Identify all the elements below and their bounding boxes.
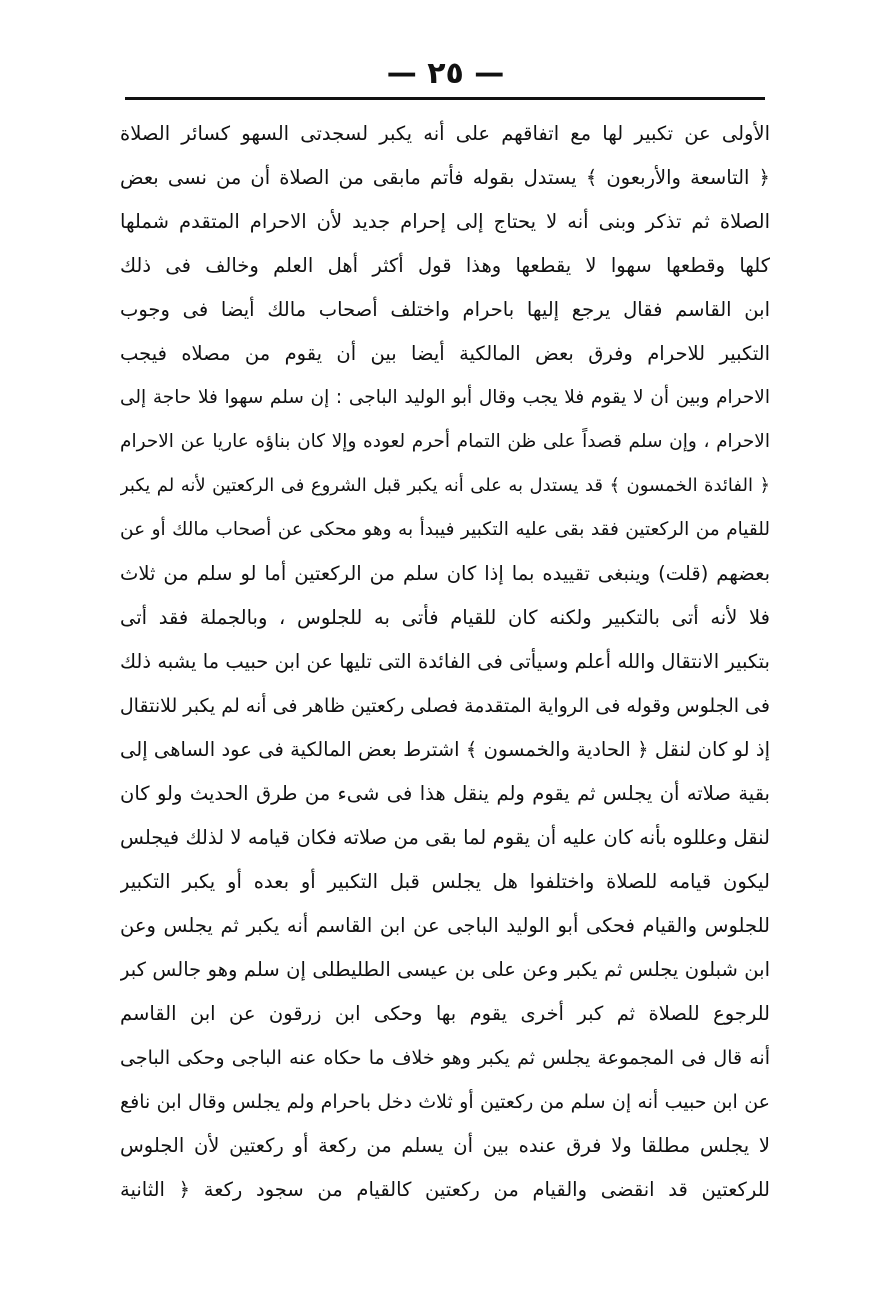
page-number: — ٢٥ — <box>386 56 505 91</box>
body-text <box>120 112 770 1212</box>
text-line: الاحرام ، وإن سلم قصداً على ظن التمام أحرم لعوده وإلا كان بناؤه عاريا عن الاحرام <box>120 431 770 452</box>
text-line: الاحرام وبين أن لا يقوم فلا يجب وقال أبو الوليد الباجى : إن سلم سهوا فلا حاجة إلى <box>120 387 770 408</box>
text-line: بقية صلاته أن يجلس ثم يقوم ولم ينقل هذا فى شىء من طرق الحديث ولو كان <box>120 782 770 805</box>
text-line: التكبير للاحرام وفرق بعض المالكية أيضا بين أن يقوم من مصلاه فيجب <box>120 342 770 365</box>
text-line: للركعتين قد انقضى والقيام من ركعتين كالقيام من سجود ركعة ﴿ الثانية <box>120 1178 770 1201</box>
text-line: عن ابن حبيب أنه إن سلم من ركعتين أو ثلاث دخل باحرام ولم يجلس وقال ابن نافع <box>120 1091 770 1113</box>
text-line: كلها وقطعها سهوا لا يقطعها وهذا قول أكثر أهل العلم وخالف فى ذلك <box>120 254 770 277</box>
text-line: ﴿ التاسعة والأربعون ﴾ يستدل بقوله فأتم مابقى من الصلاة أن من نسى بعض <box>120 166 770 189</box>
text-line: فى الجلوس وقوله فى الرواية المتقدمة فصلى ركعتين ظاهر فى أنه لم يكبر للانتقال <box>120 695 770 717</box>
text-line: للرجوع للصلاة ثم كبر أخرى يقوم بها وحكى ابن زرقون عن ابن القاسم <box>120 1002 770 1025</box>
text-line: إذ لو كان لنقل ﴿ الحادية والخمسون ﴾ اشترط بعض المالكية فى عود الساهى إلى <box>120 738 770 761</box>
text-line: أنه قال فى المجموعة يجلس ثم يكبر وهو خلاف ما حكاه عنه الباجى وحكى الباجى <box>120 1047 770 1069</box>
text-line: ابن القاسم فقال يرجع إليها باحرام واختلف أصحاب مالك أيضا فى وجوب <box>120 298 770 321</box>
text-line: بعضهم (قلت) وينبغى تقييده بما إذا كان سلم من الركعتين أما لو سلم من ثلاث <box>120 562 770 585</box>
text-line: ابن شبلون يجلس ثم يكبر وعن على بن عيسى الطليطلى إن سلم وهو جالس كبر <box>120 958 770 981</box>
text-line: بتكبير الانتقال والله أعلم وسيأتى فى الفائدة التى تليها عن ابن حبيب ما يشبه ذلك <box>120 650 770 673</box>
text-line: الصلاة ثم تذكر وبنى أنه لا يحتاج إلى إحرام جديد لأن الاحرام المتقدم شملها <box>120 210 770 233</box>
text-line: للقيام من الركعتين فقد بقى عليه التكبير فيبدأ به وهو محكى عن أصحاب مالك أو عن <box>120 519 770 540</box>
text-line: لنقل وعللوه بأنه كان عليه أن يقوم لما بقى من صلاته فكان قيامه لا لذلك فيجلس <box>120 826 770 849</box>
text-line: ﴿ الفائدة الخمسون ﴾ قد يستدل به على أنه يكبر قبل الشروع فى الركعتين لأنه لم يكبر <box>120 475 770 496</box>
header-rule <box>125 97 765 100</box>
text-line: لا يجلس مطلقا ولا فرق عنده بين أن يسلم من ركعة أو ركعتين لأن الجلوس <box>120 1134 770 1157</box>
text-line: الأولى عن تكبير لها مع اتفاقهم على أنه يكبر لسجدتى السهو كسائر الصلاة <box>120 122 770 145</box>
text-line: ليكون قيامه للصلاة واختلفوا هل يجلس قبل التكبير أو بعده أو يكبر التكبير <box>120 870 770 893</box>
text-line: للجلوس والقيام فحكى أبو الوليد الباجى عن ابن القاسم أنه يكبر ثم يجلس وعن <box>120 914 770 937</box>
text-line: فلا لأنه أتى بالتكبير ولكنه كان للقيام فأتى به للجلوس ، وبالجملة فقد أتى <box>120 606 770 629</box>
